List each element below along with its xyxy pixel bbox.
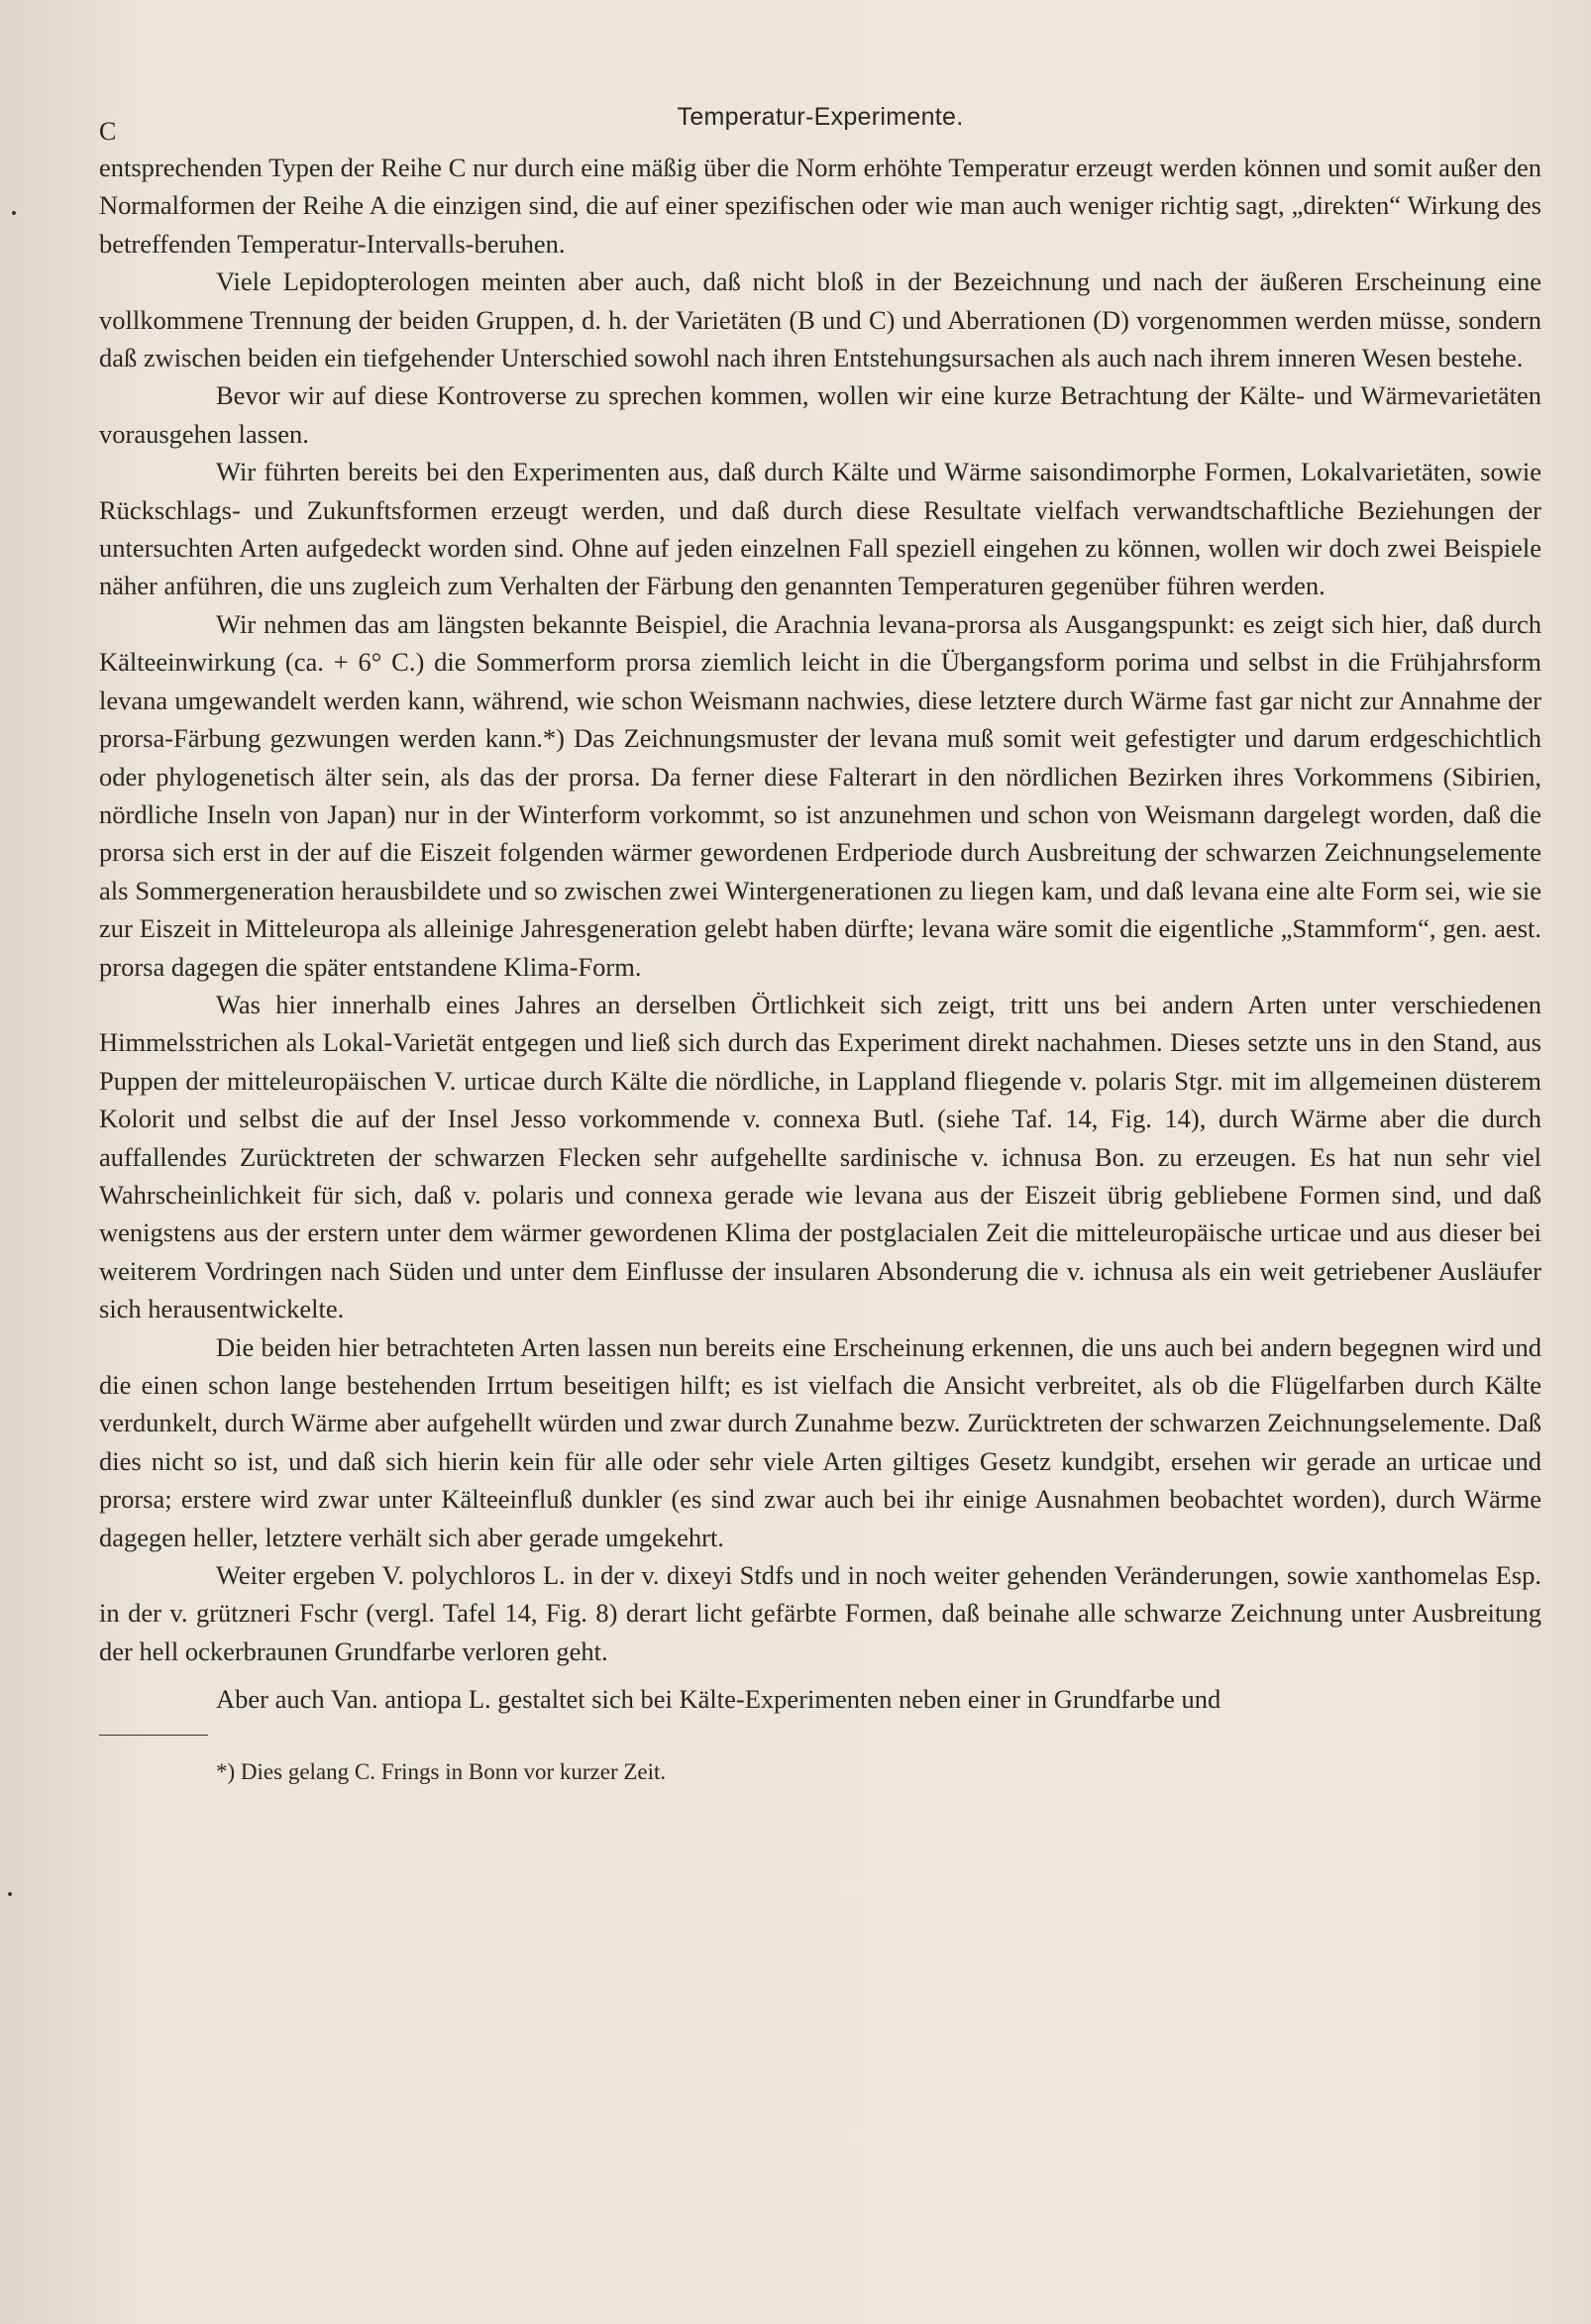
paragraph: Weiter ergeben V. polychloros L. in der v. dixeyi Stdfs und in noch weiter gehenden Veränderungen, sowie xanthomelas Esp. in der v. grützneri Fschr (vergl. Tafel 14, Fig. 8) derart licht gefärbte Formen, daß beinahe alle schwarze Zeichnung unter Ausbreitung der hell ockerbraunen Grundfarbe verloren geht. [99, 1560, 1541, 1666]
paragraph: Bevor wir auf diese Kontroverse zu sprechen kommen, wollen wir eine kurze Betrachtung der Kälte- und Wärmevarietäten vorausgehen lassen. [99, 380, 1541, 449]
page-header [99, 99, 1541, 149]
footnote: *) Dies gelang C. Frings in Bonn vor kurzer Zeit. [216, 1758, 667, 1784]
margin-mark [8, 1892, 12, 1896]
body-text [99, 149, 1541, 1719]
paragraph: Wir nehmen das am längsten bekannte Beispiel, die Arachnia levana-prorsa als Ausgangspunkt: es zeigt sich hier, daß durch Kälteeinwirkung (ca. + 6° C.) die Sommerform prorsa ziemlich leicht in die Übergangsform porima und selbst in die Frühjahrsform levana umgewandelt werden kann, während, wie schon Weismann nachwies, diese letztere durch Wärme fast gar nicht zur Annahme der prorsa-Färbung gezwungen werden kann.*) Das Zeichnungsmuster der levana muß somit weit gefestigter und darum erdgeschichtlich oder phylogenetisch älter sein, als das der prorsa. Da ferner diese Falterart in den nördlichen Bezirken ihres Vorkommens (Sibirien, nördliche Inseln von Japan) nur in der Winterform vorkommt, so ist anzunehmen und schon von Weismann dargelegt worden, daß die prorsa sich erst in der auf die Eiszeit folgenden wärmer gewordenen Erdperiode durch Ausbreitung der schwarzen Zeichnungselemente als Sommergeneration herausbildete und so zwischen zwei Wintergenerationen zu liegen kam, und daß levana eine alte Form sei, wie sie zur Eiszeit in Mitteleuropa als alleinige Jahresgeneration gelebt haben dürfte; levana wäre somit die eigentliche „Stammform“, gen. aest. prorsa dagegen die später entstandene Klima-Form. [99, 608, 1541, 982]
paragraph: Viele Lepidopterologen meinten aber auch, daß nicht bloß in der Bezeichnung und nach der äußeren Erscheinung eine vollkommene Trennung der beiden Gruppen, d. h. der Varietäten (B und C) und Aberrationen (D) vorgenommen werden müsse, sondern daß zwischen beiden ein tiefgehender Unterschied sowohl nach ihren Entstehungsursachen als auch nach ihrem inneren Wesen bestehe. [99, 266, 1541, 373]
paragraph: Aber auch Van. antiopa L. gestaltet sich bei Kälte-Experimenten neben einer in Grundfarbe und [216, 1684, 1221, 1715]
page-letter: C [99, 117, 117, 146]
paragraph: entsprechenden Typen der Reihe C nur durch eine mäßig über die Norm erhöhte Temperatur erzeugt werden können und somit außer den Normalformen der Reihe A die einzigen sind, die auf einer spezifischen oder wie man auch weniger richtig sagt, „direkten“ Wirkung des betreffenden Temperatur-Intervalls-beruhen. [99, 153, 1541, 259]
paragraph: Die beiden hier betrachteten Arten lassen nun bereits eine Erscheinung erkennen, die uns auch bei andern begegnen wird und die einen schon lange bestehenden Irrtum beseitigen hilft; es ist vielfach die Ansicht verbreitet, als ob die Flügelfarben durch Kälte verdunkelt, durch Wärme aber aufgehellt würden und zwar durch Zunahme bezw. Zurücktreten der schwarzen Zeichnungselemente. Daß dies nicht so ist, und daß sich hierin kein für alle oder sehr viele Arten giltiges Gesetz kundgibt, ersehen wir gerade an urticae und prorsa; erstere wird zwar unter Kälteeinfluß dunkler (es sind zwar auch bei ihr einige Ausnahmen beobachtet worden), durch Wärme dagegen heller, letztere verhält sich aber gerade umgekehrt. [99, 1331, 1541, 1552]
margin-mark [12, 211, 16, 215]
paragraph: Wir führten bereits bei den Experimenten aus, daß durch Kälte und Wärme saisondimorphe Formen, Lokalvarietäten, sowie Rückschlags- und Zukunftsformen erzeugt werden, und daß durch diese Resultate vielfach verwandtschaftliche Beziehungen der untersuchten Arten aufgedeckt worden sind. Ohne auf jeden einzelnen Fall speziell eingehen zu können, wollen wir doch zwei Beispiele näher anführen, die uns zugleich zum Verhalten der Färbung den genannten Temperaturen gegenüber führen werden. [99, 457, 1541, 601]
paragraph: Was hier innerhalb eines Jahres an derselben Örtlichkeit sich zeigt, tritt uns bei andern Arten unter verschiedenen Himmelsstrichen als Lokal-Varietät entgegen und ließ sich durch das Experiment direkt nachahmen. Dieses setzte uns in den Stand, aus Puppen der mitteleuropäischen V. urticae durch Kälte die nördliche, in Lappland fliegende v. polaris Stgr. mit im allgemeinen düsterem Kolorit und selbst die auf der Insel Jesso vorkommende v. connexa Butl. (siehe Taf. 14, Fig. 14), durch Wärme aber die durch auffallendes Zurücktreten der schwarzen Flecken sehr aufgehellte sardinische v. ichnusa Bon. zu erzeugen. Es hat nun sehr viel Wahrscheinlichkeit für sich, daß v. polaris und connexa gerade wie levana aus der Eiszeit übrig gebliebene Formen sind, und daß wenigstens aus der erstern unter dem wärmer gewordenen Klima der postglacialen Zeit die mitteleuropäische urticae und aus dieser bei weiterem Vordringen nach Süden und unter dem Einflusse der insularen Absonderung die v. ichnusa als ein weit getriebener Ausläufer sich herausentwickelte. [99, 989, 1541, 1324]
running-title: Temperatur-Experimente. [677, 103, 964, 131]
footnote-divider [99, 1735, 208, 1736]
